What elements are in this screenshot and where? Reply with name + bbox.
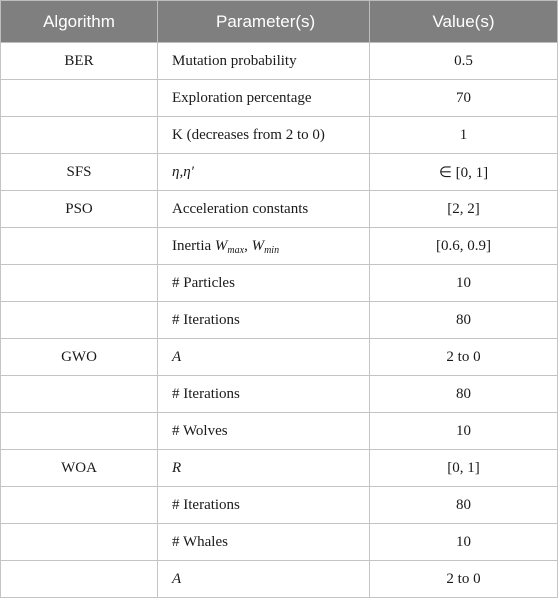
table-row (1, 524, 558, 561)
header-parameters: Parameter(s) (158, 1, 370, 43)
parameter-cell: Mutation probability (158, 43, 370, 80)
value-cell: 10 (370, 524, 558, 561)
w-max-symbol: W (214, 237, 228, 254)
algorithm-cell (1, 376, 158, 413)
table-row (1, 339, 558, 376)
w-max-subscript: max (227, 244, 245, 256)
algorithm-cell: WOA (1, 450, 158, 487)
parameter-cell (158, 228, 370, 265)
header-row (1, 1, 558, 43)
table-row (1, 450, 558, 487)
algorithm-cell (1, 413, 158, 450)
inertia-prefix: Inertia (172, 237, 215, 254)
table-row (1, 43, 558, 80)
table-row (1, 487, 558, 524)
parameter-cell: # Whales (158, 524, 370, 561)
algorithm-cell (1, 302, 158, 339)
parameter-cell: # Wolves (158, 413, 370, 450)
table-row (1, 80, 558, 117)
value-cell: 1 (370, 117, 558, 154)
table-row (1, 154, 558, 191)
parameter-cell: K (decreases from 2 to 0) (158, 117, 370, 154)
parameter-cell: R (158, 450, 370, 487)
header-values: Value(s) (370, 1, 558, 43)
table-row (1, 413, 558, 450)
table-row (1, 376, 558, 413)
algorithm-cell (1, 265, 158, 302)
table-row (1, 117, 558, 154)
value-cell: [0, 1] (370, 450, 558, 487)
table-row (1, 561, 558, 598)
algorithm-cell (1, 487, 158, 524)
w-min-symbol: W (251, 237, 265, 254)
value-cell: 80 (370, 487, 558, 524)
parameter-cell: η,η′ (158, 154, 370, 191)
algorithm-cell (1, 117, 158, 154)
value-cell: ∈ [0, 1] (370, 154, 558, 191)
algorithm-cell (1, 524, 158, 561)
algorithm-cell: SFS (1, 154, 158, 191)
table-header (1, 1, 558, 43)
algorithm-cell (1, 228, 158, 265)
algorithm-cell: BER (1, 43, 158, 80)
table-row (1, 228, 558, 265)
parameter-cell: Acceleration constants (158, 191, 370, 228)
algorithm-cell (1, 561, 158, 598)
value-cell: 0.5 (370, 43, 558, 80)
algorithm-cell (1, 80, 158, 117)
algorithm-cell: PSO (1, 191, 158, 228)
parameter-cell: # Particles (158, 265, 370, 302)
table-row (1, 302, 558, 339)
value-cell: 80 (370, 302, 558, 339)
inertia-separator: , (244, 237, 252, 254)
value-cell: 80 (370, 376, 558, 413)
parameter-cell: A (158, 339, 370, 376)
parameter-cell: Exploration percentage (158, 80, 370, 117)
parameter-cell: # Iterations (158, 302, 370, 339)
value-cell: [0.6, 0.9] (370, 228, 558, 265)
w-min-subscript: min (264, 244, 280, 256)
header-algorithm: Algorithm (1, 1, 158, 43)
parameter-cell: A (158, 561, 370, 598)
value-cell: 10 (370, 413, 558, 450)
value-cell: [2, 2] (370, 191, 558, 228)
value-cell: 2 to 0 (370, 561, 558, 598)
value-cell: 10 (370, 265, 558, 302)
algorithm-cell: GWO (1, 339, 158, 376)
table-row (1, 265, 558, 302)
parameter-cell: # Iterations (158, 487, 370, 524)
table-body (1, 43, 558, 598)
value-cell: 70 (370, 80, 558, 117)
table-row (1, 191, 558, 228)
parameter-cell: # Iterations (158, 376, 370, 413)
value-cell: 2 to 0 (370, 339, 558, 376)
